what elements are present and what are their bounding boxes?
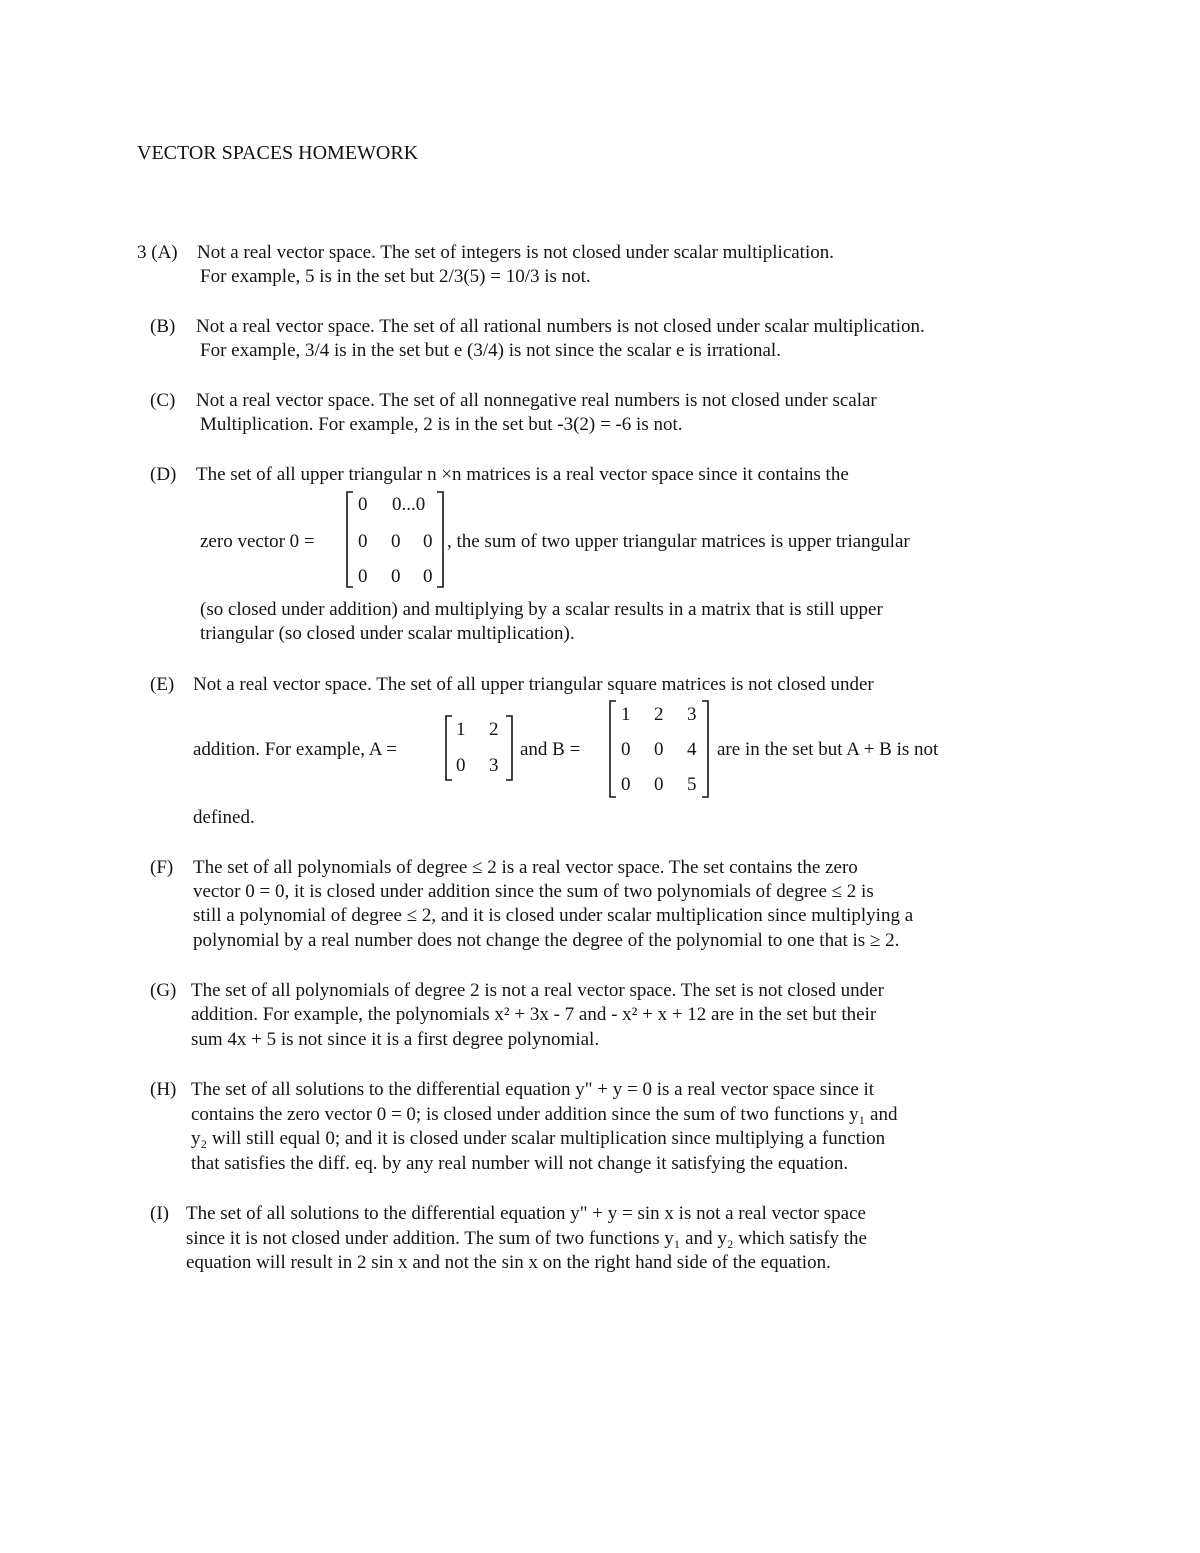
matrix-d-r3c1: 0 — [358, 566, 368, 587]
item-d-line4: triangular (so closed under scalar multiplication). — [200, 623, 575, 644]
item-d-zero-prefix: zero vector 0 = — [200, 531, 315, 552]
item-f-line4: polynomial by a real number does not change the degree of the polynomial to one that is ≥ 2. — [193, 930, 900, 951]
matrix-a-r2c1: 0 — [456, 755, 466, 776]
matrix-d-r1c1: 0 — [358, 494, 368, 515]
item-d-line1: The set of all upper triangular n ×n matrices is a real vector space since it contains the — [196, 464, 849, 485]
matrix-d-r2c1: 0 — [358, 531, 368, 552]
matrix-d-r2c2: 0 — [391, 531, 401, 552]
item-f-line3: still a polynomial of degree ≤ 2, and it is closed under scalar multiplication since multiplying a — [193, 905, 914, 926]
item-label-e: (E) — [150, 674, 175, 695]
matrix-b-r2c1: 0 — [621, 739, 631, 760]
matrix-d-r3c2: 0 — [391, 566, 401, 587]
matrix-d-r2c3: 0 — [423, 531, 433, 552]
page-title: VECTOR SPACES HOMEWORK — [137, 142, 419, 164]
item-i-line3: equation will result in 2 sin x and not the sin x on the right hand side of the equation. — [186, 1252, 831, 1273]
matrix-b-r3c3: 5 — [687, 774, 697, 795]
item-e-ex-prefix: addition. For example, A = — [193, 739, 397, 760]
matrix-b-r1c2: 2 — [654, 704, 664, 725]
item-h-line1: The set of all solutions to the differential equation y" + y = 0 is a real vector space since it — [191, 1079, 875, 1100]
item-label-h: (H) — [150, 1079, 177, 1100]
item-i-line1: The set of all solutions to the differential equation y" + y = sin x is not a real vector space — [186, 1203, 866, 1224]
item-e-line3: defined. — [193, 807, 255, 828]
item-g-line2: addition. For example, the polynomials x² + 3x - 7 and - x² + x + 12 are in the set but their — [191, 1004, 877, 1025]
item-label-g: (G) — [150, 980, 177, 1001]
matrix-d-r1c2: 0...0 — [392, 494, 426, 515]
item-label-d: (D) — [150, 464, 177, 485]
item-label-c: (C) — [150, 390, 176, 411]
matrix-b-r1c1: 1 — [621, 704, 631, 725]
item-b-line1: Not a real vector space. The set of all rational numbers is not closed under scalar multiplication. — [196, 316, 925, 337]
item-h-line4: that satisfies the diff. eq. by any real number will not change it satisfying the equation. — [191, 1153, 849, 1174]
item-d-zero-suffix: , the sum of two upper triangular matrices is upper triangular — [447, 531, 910, 552]
matrix-a-brackets — [444, 715, 514, 781]
matrix-b-r2c2: 0 — [654, 739, 664, 760]
item-label-b: (B) — [150, 316, 176, 337]
matrix-a-r1c1: 1 — [456, 719, 466, 740]
item-e-line1: Not a real vector space. The set of all upper triangular square matrices is not closed under — [193, 674, 874, 695]
item-d-line3: (so closed under addition) and multiplying by a scalar results in a matrix that is still upper — [200, 599, 883, 620]
item-a-line1: Not a real vector space. The set of integers is not closed under scalar multiplication. — [197, 242, 834, 263]
item-c-line2: Multiplication. For example, 2 is in the set but -3(2) = -6 is not. — [200, 414, 683, 435]
item-g-line1: The set of all polynomials of degree 2 is not a real vector space. The set is not closed under — [191, 980, 884, 1001]
item-f-line1: The set of all polynomials of degree ≤ 2 is a real vector space. The set contains the zero — [193, 857, 858, 878]
matrix-b-r1c3: 3 — [687, 704, 697, 725]
item-a-line2: For example, 5 is in the set but 2/3(5) = 10/3 is not. — [200, 266, 591, 287]
matrix-d-r3c3: 0 — [423, 566, 433, 587]
item-e-and-b: and B = — [520, 739, 581, 760]
matrix-a-r1c2: 2 — [489, 719, 499, 740]
item-i-line2: since it is not closed under addition. The sum of two functions y₁ and y₂ which satisfy the — [186, 1228, 867, 1249]
item-label-f: (F) — [150, 857, 174, 878]
item-e-ex-suffix: are in the set but A + B is not — [717, 739, 939, 760]
matrix-b-r3c2: 0 — [654, 774, 664, 795]
item-label-i: (I) — [150, 1203, 169, 1224]
item-h-line3: y₂ will still equal 0; and it is closed under scalar multiplication since multiplying a function — [191, 1128, 886, 1149]
item-h-line2: contains the zero vector 0 = 0; is closed under addition since the sum of two functions y₁ and — [191, 1104, 898, 1125]
item-b-line2: For example, 3/4 is in the set but e (3/4) is not since the scalar e is irrational. — [200, 340, 781, 361]
item-f-line2: vector 0 = 0, it is closed under addition since the sum of two polynomials of degree ≤ 2 is — [193, 881, 874, 902]
item-label-a: 3 (A) — [137, 242, 178, 263]
matrix-a-r2c2: 3 — [489, 755, 499, 776]
item-g-line3: sum 4x + 5 is not since it is a first degree polynomial. — [191, 1029, 600, 1050]
matrix-b-r2c3: 4 — [687, 739, 697, 760]
matrix-b-r3c1: 0 — [621, 774, 631, 795]
item-c-line1: Not a real vector space. The set of all nonnegative real numbers is not closed under scalar — [196, 390, 877, 411]
